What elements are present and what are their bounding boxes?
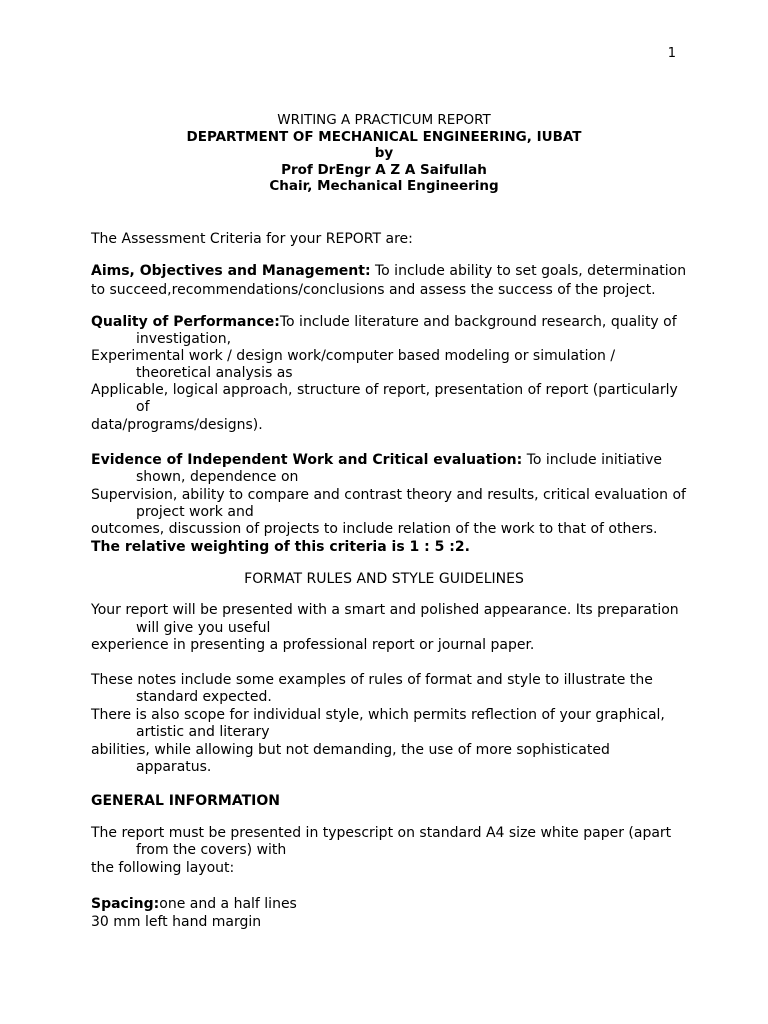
quality-line-3-cont: of: [136, 399, 150, 415]
spacing-line: [91, 896, 297, 913]
general-heading: GENERAL INFORMATION: [91, 793, 280, 809]
para2-line-3-cont: apparatus.: [136, 759, 212, 775]
quality-line-1-cont: investigation,: [136, 331, 232, 347]
department-name: DEPARTMENT OF MECHANICAL ENGINEERING, IUBAT: [186, 128, 582, 145]
general-line-2: the following layout:: [91, 860, 235, 876]
quality-line-4: data/programs/designs).: [91, 417, 263, 433]
evidence-line-1-cont: shown, dependence on: [136, 469, 299, 485]
quality-line-2: Experimental work / design work/computer based modeling or simulation /: [91, 348, 616, 364]
by-line: by: [374, 145, 394, 161]
page-number: 1: [667, 46, 676, 61]
para2-line-1-cont: standard expected.: [136, 689, 272, 705]
quality-label: Quality of Performance:: [91, 314, 280, 330]
para2-line-3: abilities, while allowing but not demanding, the use of more sophisticated: [91, 742, 610, 758]
quality-line-3: Applicable, logical approach, structure of report, presentation of report (particularly: [91, 382, 678, 398]
intro-text: The Assessment Criteria for your REPORT are:: [91, 231, 413, 247]
para2-line-2: There is also scope for individual style, which permits reflection of your graphical,: [91, 707, 665, 723]
spacing-label: Spacing:: [91, 896, 160, 912]
para2-line-2-cont: artistic and literary: [136, 724, 270, 740]
evidence-line-3: outcomes, discussion of projects to include relation of the work to that of others.: [91, 521, 658, 537]
general-line-1-cont: from the covers) with: [136, 842, 287, 858]
quality-line-1: [91, 314, 677, 331]
document-title: WRITING A PRACTICUM REPORT: [277, 112, 491, 128]
author-name: Prof DrEngr A Z A Saifullah: [281, 161, 487, 178]
aims-line-2: to succeed,recommendations/conclusions and assess the success of the project.: [91, 282, 656, 298]
format-heading: FORMAT RULES AND STYLE GUIDELINES: [244, 571, 524, 587]
document-header: [0, 112, 768, 195]
evidence-line-2: Supervision, ability to compare and contrast theory and results, critical evaluation of: [91, 487, 686, 503]
evidence-line-2-cont: project work and: [136, 504, 254, 520]
aims-line-1: [91, 263, 686, 280]
para1-line-1-cont: will give you useful: [136, 620, 271, 636]
weighting-statement: The relative weighting of this criteria is 1 : 5 :2.: [91, 539, 470, 555]
evidence-text-1: To include initiative: [522, 452, 662, 468]
para1-line-1: Your report will be presented with a smart and polished appearance. Its preparation: [91, 602, 679, 618]
general-line-1: The report must be presented in typescript on standard A4 size white paper (apart: [91, 825, 672, 841]
aims-text-1: To include ability to set goals, determination: [370, 263, 687, 279]
quality-line-2-cont: theoretical analysis as: [136, 365, 293, 381]
aims-label: Aims, Objectives and Management:: [91, 263, 371, 279]
evidence-label: Evidence of Independent Work and Critical evaluation:: [91, 452, 523, 468]
margin-line: 30 mm left hand margin: [91, 914, 262, 930]
evidence-line-1: [91, 452, 662, 469]
quality-text-1: To include literature and background research, quality of: [279, 314, 677, 330]
para2-line-1: These notes include some examples of rules of format and style to illustrate the: [91, 672, 653, 688]
spacing-text: one and a half lines: [159, 896, 297, 912]
para1-line-2: experience in presenting a professional report or journal paper.: [91, 637, 535, 653]
author-role: Chair, Mechanical Engineering: [269, 178, 499, 194]
